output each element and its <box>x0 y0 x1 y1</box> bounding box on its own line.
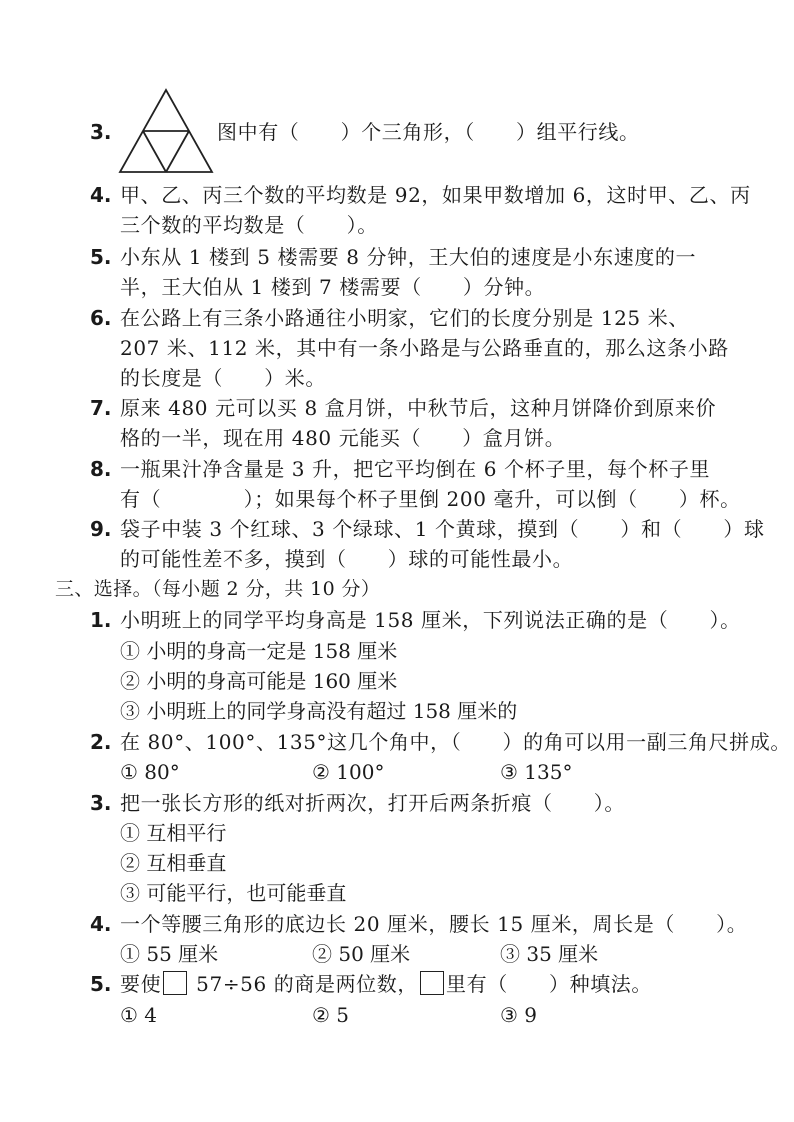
question-number: 4. <box>90 183 112 207</box>
question-text-line: 格的一半，现在用 480 元能买（ ）盒月饼。 <box>120 426 566 450</box>
option-2: ② 100° <box>312 760 385 784</box>
option-2: ② 小明的身高可能是 160 厘米 <box>120 669 398 693</box>
question-text-part: 里有（ ）种填法。 <box>446 972 652 996</box>
question-text-line: 原来 480 元可以买 8 盒月饼，中秋节后，这种月饼降价到原来价 <box>120 396 717 420</box>
question-text-line: 的长度是（ ）米。 <box>120 366 326 390</box>
question-number: 8. <box>90 457 112 481</box>
question-number: 7. <box>90 396 112 420</box>
section-heading: 三、选择。（每小题 2 分，共 10 分） <box>55 578 381 600</box>
blank-box <box>420 971 444 995</box>
question-text-line: 一瓶果汁净含量是 3 升，把它平均倒在 6 个杯子里，每个杯子里 <box>120 457 711 481</box>
question-text-line: 甲、乙、丙三个数的平均数是 92，如果甲数增加 6，这时甲、乙、丙 <box>120 183 751 207</box>
option-3: ③ 35 厘米 <box>500 942 599 966</box>
question-text-line: 半，王大伯从 1 楼到 7 楼需要（ ）分钟。 <box>120 275 546 299</box>
question-text: 图中有（ ）个三角形，（ ）组平行线。 <box>217 120 640 144</box>
option-1: ① 小明的身高一定是 158 厘米 <box>120 639 398 663</box>
question-text-line: 小东从 1 楼到 5 楼需要 8 分钟，王大伯的速度是小东速度的一 <box>120 245 697 269</box>
option-1: ① 55 厘米 <box>120 942 219 966</box>
question-text: 在 80°、100°、135°这几个角中，（ ）的角可以用一副三角尺拼成。 <box>120 730 791 754</box>
option-1: ① 互相平行 <box>120 821 227 845</box>
option-1: ① 4 <box>120 1003 158 1027</box>
question-text <box>120 970 652 998</box>
option-2: ② 5 <box>312 1003 350 1027</box>
question-text-line: 三个数的平均数是（ ）。 <box>120 213 378 237</box>
question-number: 9. <box>90 517 112 541</box>
question-text: 一个等腰三角形的底边长 20 厘米，腰长 15 厘米，周长是（ ）。 <box>120 912 748 936</box>
question-text-line: 的可能性差不多，摸到（ ）球的可能性最小。 <box>120 547 574 571</box>
option-3: ③ 小明班上的同学身高没有超过 158 厘米的 <box>120 699 518 723</box>
question-number: 6. <box>90 306 112 330</box>
question-text-line: 有（ ）；如果每个杯子里倒 200 毫升，可以倒（ ）杯。 <box>120 487 741 511</box>
question-text-line: 207 米、112 米，其中有一条小路是与公路垂直的，那么这条小路 <box>120 336 729 360</box>
question-number: 3. <box>90 120 112 144</box>
option-2: ② 互相垂直 <box>120 851 227 875</box>
question-text-part: 要使 <box>120 972 162 996</box>
question-text: 把一张长方形的纸对折两次，打开后两条折痕（ ）。 <box>120 791 625 815</box>
option-3: ③ 9 <box>500 1003 538 1027</box>
question-number: 1. <box>90 608 112 632</box>
question-number: 5. <box>90 245 112 269</box>
option-3: ③ 可能平行，也可能垂直 <box>120 881 347 905</box>
question-number: 5. <box>90 972 112 996</box>
question-number: 4. <box>90 912 112 936</box>
question-text-line: 在公路上有三条小路通往小明家，它们的长度分别是 125 米、 <box>120 306 689 330</box>
blank-box <box>163 971 187 995</box>
triangle-figure <box>118 88 214 174</box>
question-text: 小明班上的同学平均身高是 158 厘米，下列说法正确的是（ ）。 <box>120 608 741 632</box>
option-2: ② 50 厘米 <box>312 942 411 966</box>
option-3: ③ 135° <box>500 760 573 784</box>
question-text-part: 57÷56 的商是两位数， <box>196 972 418 996</box>
question-number: 2. <box>90 730 112 754</box>
question-number: 3. <box>90 791 112 815</box>
question-text-line: 袋子中装 3 个红球、3 个绿球、1 个黄球，摸到（ ）和（ ）球 <box>120 517 765 541</box>
option-1: ① 80° <box>120 760 180 784</box>
